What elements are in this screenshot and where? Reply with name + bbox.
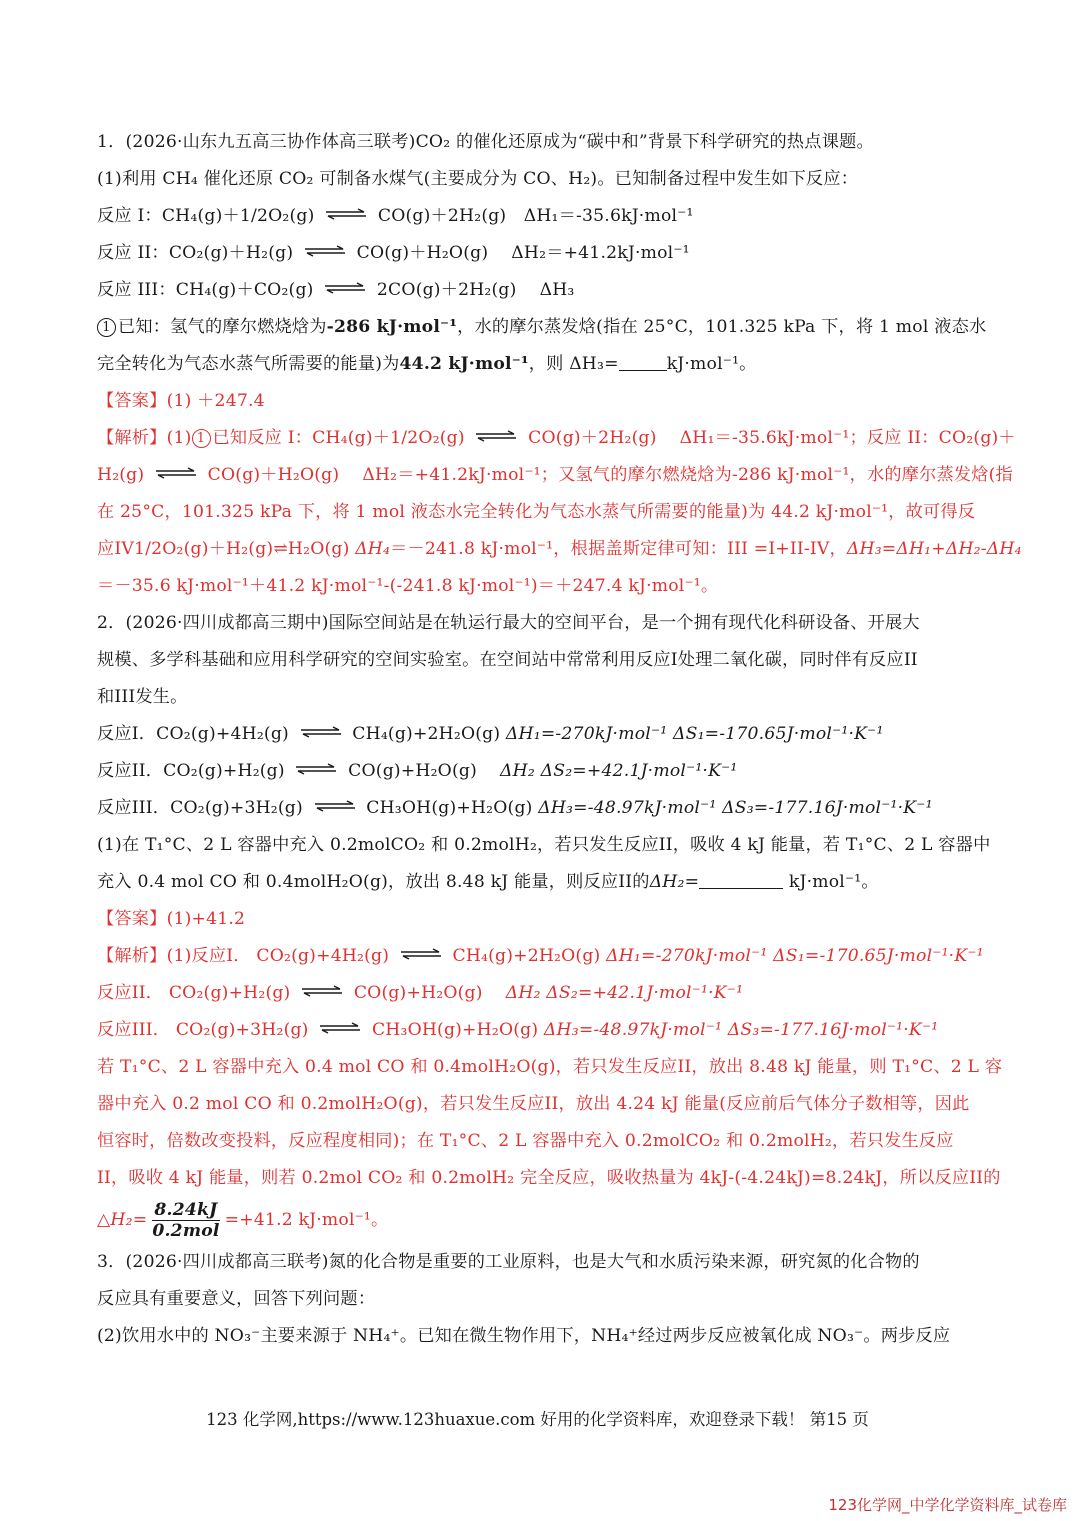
q2-explanation-2: 器中充入 0.2 mol CO 和 0.2molH₂O(g)，若只发生反应II，放出 4.24 kJ 能量(反应前后气体分子数相等，因此 — [97, 1094, 970, 1114]
q1-title: 1．(2026·山东九五高三协作体高三联考)CO₂ 的催化还原成为“碳中和”背景下科学研究的热点课题。 — [97, 132, 874, 152]
answer-blank — [699, 872, 783, 889]
q1-explanation-3: 在 25°C，101.325 kPa 下，将 1 mol 液态水完全转化为气态水蒸气所需要的能量)为 44.2 kJ·mol⁻¹，故可得反 — [97, 502, 976, 522]
q2-explanation-r3: 反应III． CO₂(g)+3H₂(g) CH₃OH(g)+H₂O(g) ΔH₃=-48.97kJ·mol⁻¹ ΔS₃=-177.16J·mol⁻¹·K⁻¹ — [97, 1020, 939, 1040]
q1-subquestion-cont: 完全转化为气态水蒸气所需要的能量)为44.2 kJ·mol⁻¹，则 ΔH₃= kJ·mol⁻¹。 — [97, 354, 757, 374]
page-footer: 123 化学网,https://www.123huaxue.com 好用的化学资料库，欢迎登录下载！ 第15 页 — [206, 1410, 869, 1429]
equilibrium-arrow-icon — [300, 985, 344, 997]
equilibrium-arrow-icon — [399, 948, 443, 960]
q1-explanation-5: ＝－35.6 kJ·mol⁻¹＋41.2 kJ·mol⁻¹-(-241.8 kJ·mol⁻¹)＝＋247.4 kJ·mol⁻¹。 — [97, 576, 719, 596]
q1-reaction-1: 反应 I：CH₄(g)＋1/2O₂(g) CO(g)＋2H₂(g) ΔH₁＝-35.6kJ·mol⁻¹ — [97, 206, 694, 226]
q2-explanation-5: △H₂= $\frac{8.24kJ}{\text{0.2mol}}$ =+41.2 kJ·mol⁻¹。 — [97, 1200, 389, 1241]
q2-stem-2: 和III发生。 — [97, 687, 188, 707]
q1-explanation-4: 应IV1/2O₂(g)＋H₂(g)⇌H₂O(g) ΔH₄＝－241.8 kJ·mol⁻¹，根据盖斯定律可知：III =I+II-IV，ΔH₃=ΔH₁+ΔH₂-ΔH₄ — [97, 539, 1022, 559]
q1-answer: 【答案】(1) ＋247.4 — [97, 391, 265, 411]
q2-explanation-1: 若 T₁°C、2 L 容器中充入 0.4 mol CO 和 0.4molH₂O(g)，若只发生反应II，放出 8.48 kJ 能量，则 T₁°C、2 L 容 — [97, 1057, 1003, 1077]
equilibrium-arrow-icon — [323, 282, 367, 294]
q1-stem: (1)利用 CH₄ 催化还原 CO₂ 可制备水煤气(主要成分为 CO、H₂)。已知制备过程中发生如下反应： — [97, 169, 859, 189]
q2-reaction-2: 反应II．CO₂(g)+H₂(g) CO(g)+H₂O(g) ΔH₂ ΔS₂=+42.1J·mol⁻¹·K⁻¹ — [97, 761, 738, 781]
equilibrium-arrow-icon — [324, 208, 368, 220]
q3-title: 3．(2026·四川成都高三联考)氮的化合物是重要的工业原料，也是大气和水质污染来源，研究氮的化合物的 — [97, 1252, 920, 1272]
q2-answer: 【答案】(1)+41.2 — [97, 909, 246, 929]
q2-reaction-3: 反应III．CO₂(g)+3H₂(g) CH₃OH(g)+H₂O(g) ΔH₃=-48.97kJ·mol⁻¹ ΔS₃=-177.16J·mol⁻¹·K⁻¹ — [97, 798, 933, 818]
q2-explanation-r1: 【解析】(1)反应I． CO₂(g)+4H₂(g) CH₄(g)+2H₂O(g) ΔH₁=-270kJ·mol⁻¹ ΔS₁=-170.65J·mol⁻¹·K⁻¹ — [97, 946, 984, 966]
q2-reaction-1: 反应I．CO₂(g)+4H₂(g) CH₄(g)+2H₂O(g) ΔH₁=-270kJ·mol⁻¹ ΔS₁=-170.65J·mol⁻¹·K⁻¹ — [97, 724, 884, 744]
q2-explanation-4: II，吸收 4 kJ 能量，则若 0.2mol CO₂ 和 0.2molH₂ 完全反应，吸收热量为 4kJ-(-4.24kJ)=8.24kJ，所以反应II的 — [97, 1168, 1001, 1188]
q2-stem-1: 规模、多学科基础和应用科学研究的空间实验室。在空间站中常常利用反应I处理二氧化碳，同时伴有反应II — [97, 650, 918, 670]
q1-explanation-2: H₂(g) CO(g)＋H₂O(g) ΔH₂＝+41.2kJ·mol⁻¹；又氢气的摩尔燃烧焓为-286 kJ·mol⁻¹，水的摩尔蒸发焓(指 — [97, 465, 1013, 485]
q2-title: 2．(2026·四川成都高三期中)国际空间站是在轨运行最大的空间平台，是一个拥有现代化科研设备、开展大 — [97, 613, 920, 633]
watermark: 123化学网_中学化学资料库_试卷库 — [828, 1496, 1067, 1514]
q2-part1: (1)在 T₁°C、2 L 容器中充入 0.2molCO₂ 和 0.2molH₂，若只发生反应II，吸收 4 kJ 能量，若 T₁°C、2 L 容器中 — [97, 835, 991, 855]
q2-explanation-3: 恒容时，倍数改变投料，反应程度相同)；在 T₁°C、2 L 容器中充入 0.2molCO₂ 和 0.2molH₂，若只发生反应 — [97, 1131, 954, 1151]
q2-explanation-r2: 反应II． CO₂(g)+H₂(g) CO(g)+H₂O(g) ΔH₂ ΔS₂=+42.1J·mol⁻¹·K⁻¹ — [97, 983, 744, 1003]
q3-stem: 反应具有重要意义，回答下列问题： — [97, 1289, 376, 1309]
circled-number: 1 — [192, 429, 211, 448]
equilibrium-arrow-icon — [299, 726, 343, 738]
q1-reaction-2: 反应 II：CO₂(g)＋H₂(g) CO(g)＋H₂O(g) ΔH₂＝+41.2kJ·mol⁻¹ — [97, 243, 690, 263]
q3-part2: (2)饮用水中的 NO₃⁻主要来源于 NH₄⁺。已知在微生物作用下，NH₄⁺经过两步反应被氧化成 NO₃⁻。两步反应 — [97, 1326, 951, 1346]
q1-explanation-1: 【解析】(1) 1 已知反应 I：CH₄(g)＋1/2O₂(g) CO(g)＋2H₂(g) ΔH₁＝-35.6kJ·mol⁻¹；反应 II：CO₂(g)＋ — [97, 428, 1016, 448]
fraction: $\frac{8.24kJ}{\text{0.2mol}}$ — [152, 1200, 220, 1241]
equilibrium-arrow-icon — [318, 1022, 362, 1034]
equilibrium-arrow-icon — [154, 467, 198, 479]
q1-reaction-3: 反应 III：CH₄(g)＋CO₂(g) 2CO(g)＋2H₂(g) ΔH₃ — [97, 280, 575, 300]
q1-subquestion: 1 已知：氢气的摩尔燃烧焓为-286 kJ·mol⁻¹，水的摩尔蒸发焓(指在 25°C，101.325 kPa 下，将 1 mol 液态水 — [97, 309, 979, 346]
circled-number: 1 — [97, 318, 116, 337]
equilibrium-arrow-icon — [474, 430, 518, 442]
equilibrium-arrow-icon — [303, 245, 347, 257]
document-body — [97, 124, 1022, 1355]
equilibrium-arrow-icon — [313, 800, 357, 812]
answer-blank — [619, 354, 667, 371]
equilibrium-arrow-icon — [294, 763, 338, 775]
q2-part1-cont: 充入 0.4 mol CO 和 0.4molH₂O(g)，放出 8.48 kJ 能量，则反应II的ΔH₂= kJ·mol⁻¹。 — [97, 872, 879, 892]
